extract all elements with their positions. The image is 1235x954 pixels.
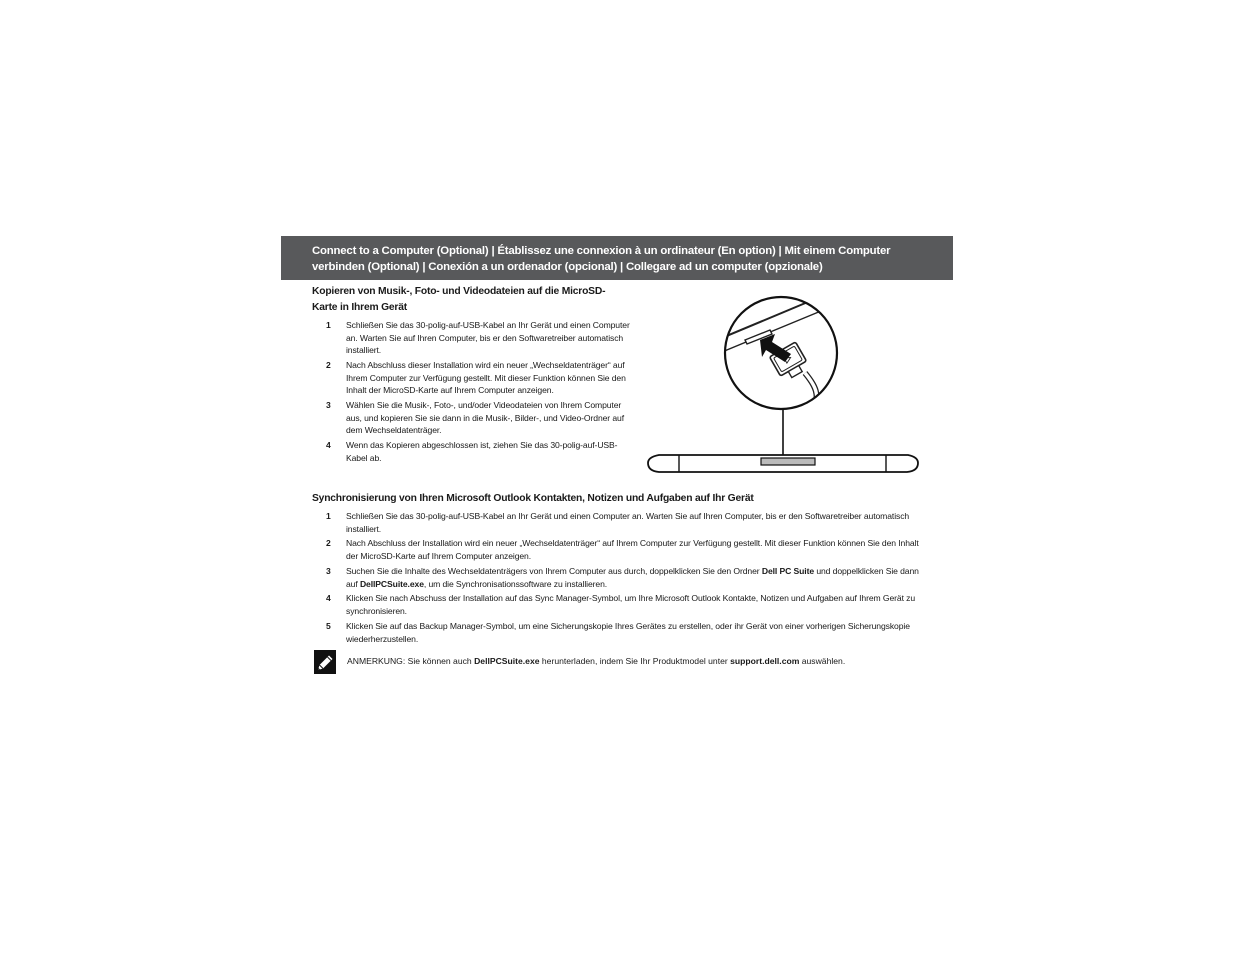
list-item	[312, 510, 922, 535]
step-text: Nach Abschluss dieser Installation wird ein neuer „Wechseldatenträger“ auf Ihrem Computer zur Verfügung gestellt. Mit dieser Funktion können Sie den Inhalt der MicroSD-Karte auf Ihrem Computer anzeigen.	[346, 360, 626, 396]
step-number: 4	[326, 440, 331, 451]
note-text-part: auswählen.	[799, 656, 846, 666]
note-text-part: Sie können auch	[405, 656, 475, 666]
list-item	[312, 565, 922, 590]
step-number: 2	[326, 360, 331, 371]
page-header	[281, 236, 953, 280]
header-line-1: Connect to a Computer (Optional) | Établissez une connexion à un ordinateur (En option) | Mit einem Computer	[312, 245, 891, 257]
step-text: Schließen Sie das 30-polig-auf-USB-Kabel an Ihr Gerät und einen Computer an. Warten Sie auf Ihren Computer, bis er den Softwaretreiber automatisch installiert.	[346, 320, 630, 356]
folder-name: Dell PC Suite	[761, 565, 815, 576]
dock-port	[761, 458, 815, 465]
section1-title-line-1: Kopieren von Musik-, Foto- und Videodateien auf die MicroSD-	[312, 286, 606, 297]
list-item	[312, 592, 922, 617]
step-number: 1	[326, 320, 331, 330]
step-text: Klicken Sie auf das Backup Manager-Symbol, um eine Sicherungskopie Ihres Gerätes zu erstellen, oder ihr Gerät von einer vorherigen Sicherungskopie wiederherzustellen.	[346, 620, 910, 644]
step-text: Wählen Sie die Musik-, Foto-, und/oder Videodateien von Ihrem Computer aus, und kopieren Sie sie dann in die Musik-, Bilder-, und Video-Ordner auf dem Wechseldatenträger.	[346, 400, 625, 436]
step-text: Wenn das Kopieren abgeschlossen ist, ziehen Sie das 30-polig-auf-USB-Kabel ab.	[346, 440, 618, 463]
step-number: 1	[326, 511, 331, 521]
step-text-part: Suchen Sie die Inhalte des Wechseldatenträgers von Ihrem Computer aus durch, doppelklicken Sie den Ordner	[346, 565, 762, 576]
step-text-part: und doppelklicken Sie dann auf	[346, 565, 919, 589]
step-number: 4	[326, 593, 331, 604]
step-text: Schließen Sie das 30-polig-auf-USB-Kabel an Ihr Gerät und einen Computer an. Warten Sie auf Ihren Computer, bis er den Softwaretreiber automatisch installiert.	[346, 511, 910, 534]
note-block	[314, 650, 934, 676]
note-text-part: herunterladen, indem Sie Ihr Produktmodel unter	[539, 656, 731, 666]
section2-title: Synchronisierung von Ihren Microsoft Outlook Kontakten, Notizen und Aufgaben auf Ihr Gerät	[312, 493, 754, 504]
step-number: 3	[326, 400, 331, 411]
note-text	[347, 655, 845, 667]
step-number: 2	[326, 538, 331, 549]
support-link[interactable]: support.dell.com	[730, 656, 800, 666]
device-connection-illustration	[645, 293, 923, 478]
step-text: Nach Abschluss der Installation wird ein neuer „Wechseldatenträger“ auf Ihrem Computer zur Verfügung gestellt. Mit dieser Funktion können Sie den Inhalt der MicroSD-Karte auf Ihrem Computer anzeigen.	[346, 538, 919, 562]
exe-filename: DellPCSuite.exe	[359, 578, 424, 589]
section2-steps	[312, 510, 922, 647]
list-item	[312, 439, 637, 464]
section1-steps	[312, 319, 637, 467]
step-text-part: , um die Synchronisationssoftware zu installieren.	[423, 578, 608, 589]
list-item	[312, 399, 637, 437]
list-item	[312, 359, 637, 397]
list-item	[312, 620, 922, 645]
step-number: 3	[326, 565, 331, 576]
header-line-2: verbinden (Optional) | Conexión a un ordenador (opcional) | Collegare ad un computer (opzionale)	[312, 261, 823, 273]
step-number: 5	[326, 620, 331, 631]
list-item	[312, 537, 922, 562]
step-text	[346, 566, 919, 589]
note-label: ANMERKUNG:	[347, 656, 406, 666]
list-item	[312, 319, 637, 357]
section1-title-line-2: Karte in Ihrem Gerät	[312, 302, 407, 313]
exe-filename: DellPCSuite.exe	[474, 656, 540, 666]
section1-title	[312, 284, 642, 316]
step-text: Klicken Sie nach Abschuss der Installation auf das Sync Manager-Symbol, um Ihre Microsoft Outlook Kontakte, Notizen und Aufgaben auf Ihrem Gerät zu synchronisieren.	[346, 593, 916, 617]
pencil-note-icon	[314, 650, 336, 674]
magnified-port-view	[705, 299, 821, 413]
